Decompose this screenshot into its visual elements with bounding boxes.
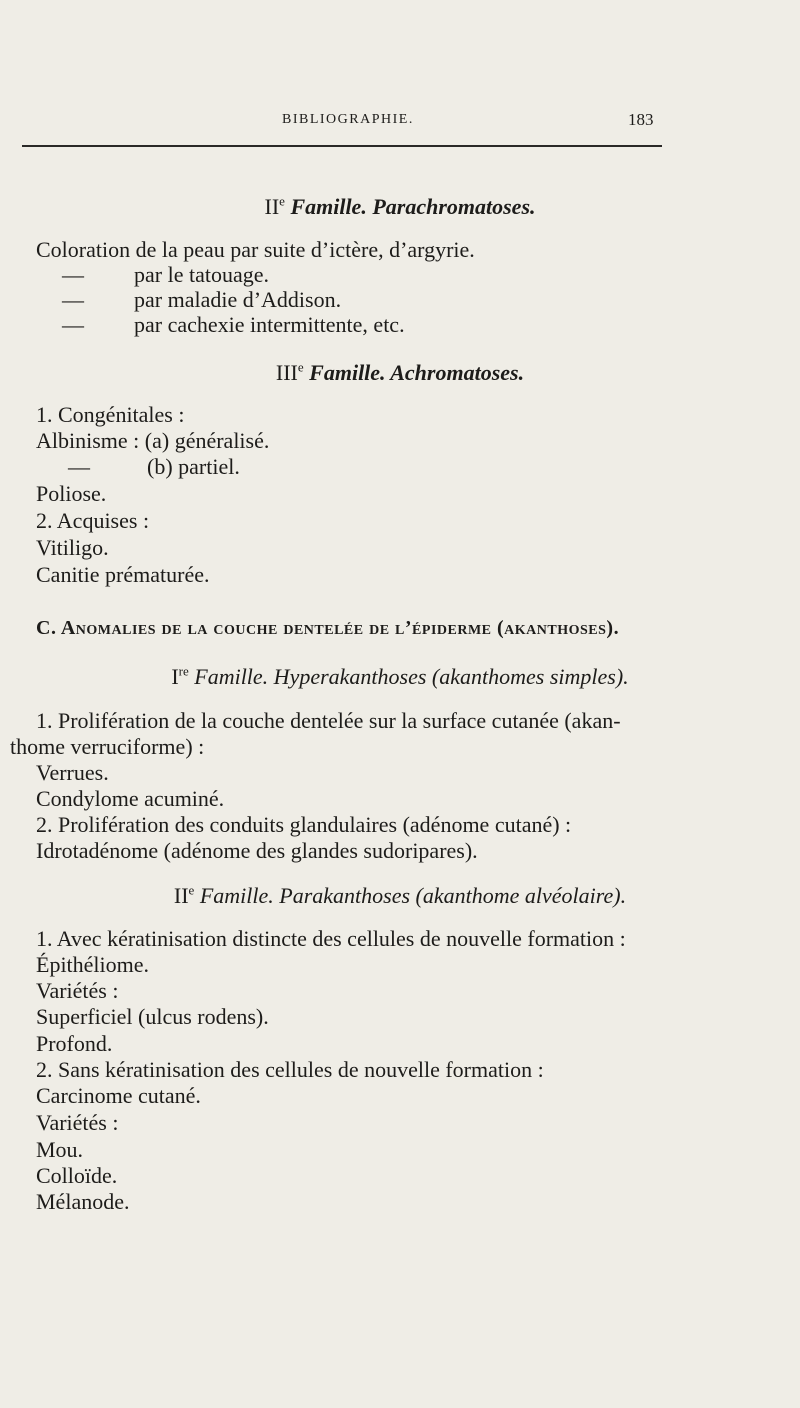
heading-sup: e: [188, 882, 195, 898]
vitiligo-line: Vitiligo.: [36, 535, 109, 560]
heading-roman: III: [275, 360, 298, 385]
mou-line: Mou.: [36, 1137, 84, 1162]
varietes2-line: Variétés :: [36, 1110, 119, 1135]
heading-roman: I: [171, 664, 179, 689]
heading-sup: e: [297, 359, 304, 375]
acquises-line: 2. Acquises :: [36, 508, 150, 533]
proliferation1-line: 1. Prolifération de la couche dentelée sur la surface cutanée (akan-: [36, 708, 621, 733]
coloration-line: Coloration de la peau par suite d’ictère, d’argyrie.: [36, 237, 475, 262]
heading-famille-hyperakanthoses: [0, 664, 800, 690]
ditto-dash: —: [62, 312, 84, 337]
heading-sup: re: [178, 663, 189, 679]
heading-title: Famille. Parachromatoses.: [284, 194, 536, 219]
avec-keratinisation-line: 1. Avec kératinisation distincte des cellules de nouvelle formation :: [36, 926, 626, 951]
ditto-dash: —: [62, 287, 84, 312]
heading-title: Famille. Parakanthoses: [194, 883, 411, 908]
addison-line: [36, 287, 341, 313]
condylome-line: Condylome acuminé.: [36, 786, 225, 811]
page-number: 183: [628, 110, 654, 129]
tatouage-line: [36, 262, 269, 288]
cachexie-text: par cachexie intermittente, etc.: [134, 312, 405, 337]
verrues-line: Verrues.: [36, 760, 109, 785]
colloide-line: Colloïde.: [36, 1163, 118, 1188]
sans-keratinisation-line: 2. Sans kératinisation des cellules de nouvelle formation :: [36, 1057, 544, 1082]
heading-title: Famille. Achromatoses.: [303, 360, 525, 385]
proliferation2-line: 2. Prolifération des conduits glandulaires (adénome cutané) :: [36, 812, 572, 837]
cachexie-line: [36, 312, 405, 338]
running-title: BIBLIOGRAPHIE.: [282, 112, 414, 127]
partiel-line: [36, 454, 240, 480]
page-header: [0, 110, 800, 134]
albinisme-line: Albinisme : (a) généralisé.: [36, 428, 270, 453]
ditto-dash: —: [68, 454, 90, 479]
varietes1-line: Variétés :: [36, 978, 119, 1003]
heading-roman: II: [264, 194, 280, 219]
heading-famille-parakanthoses: [0, 883, 800, 909]
ditto-dash: —: [62, 262, 84, 287]
carcinome-line: Carcinome cutané.: [36, 1083, 201, 1108]
section-c-heading: C. Anomalies de la couche dentelée de l’épiderme (akanthoses).: [36, 617, 620, 639]
melanode-line: Mélanode.: [36, 1189, 130, 1214]
canitie-line: Canitie prématurée.: [36, 562, 210, 587]
epitheliome-line: Épithéliome.: [36, 952, 150, 977]
heading-sup: e: [279, 193, 285, 209]
superficiel-line: Superficiel (ulcus rodens).: [36, 1004, 269, 1029]
profond-line: Profond.: [36, 1031, 113, 1056]
congenitales-line: 1. Congénitales :: [36, 402, 185, 427]
addison-text: par maladie d’Addison.: [134, 287, 342, 312]
heading-famille-parachromatoses: [0, 194, 800, 220]
proliferation1-cont-line: thome verruciforme) :: [10, 734, 205, 759]
heading-famille-achromatoses: [0, 360, 800, 386]
poliose-line: Poliose.: [36, 481, 107, 506]
header-rule: [22, 145, 662, 147]
idrotadenome-line: Idrotadénome (adénome des glandes sudoripares).: [36, 838, 478, 863]
heading-title: Famille. Hyperakanthoses: [188, 664, 427, 689]
heading-subtitle: (akanthomes simples).: [426, 664, 629, 689]
partiel-text: (b) partiel.: [147, 454, 240, 479]
heading-roman: II: [173, 883, 189, 908]
heading-subtitle: (akanthome alvéolaire).: [410, 883, 627, 908]
tatouage-text: par le tatouage.: [134, 262, 269, 287]
